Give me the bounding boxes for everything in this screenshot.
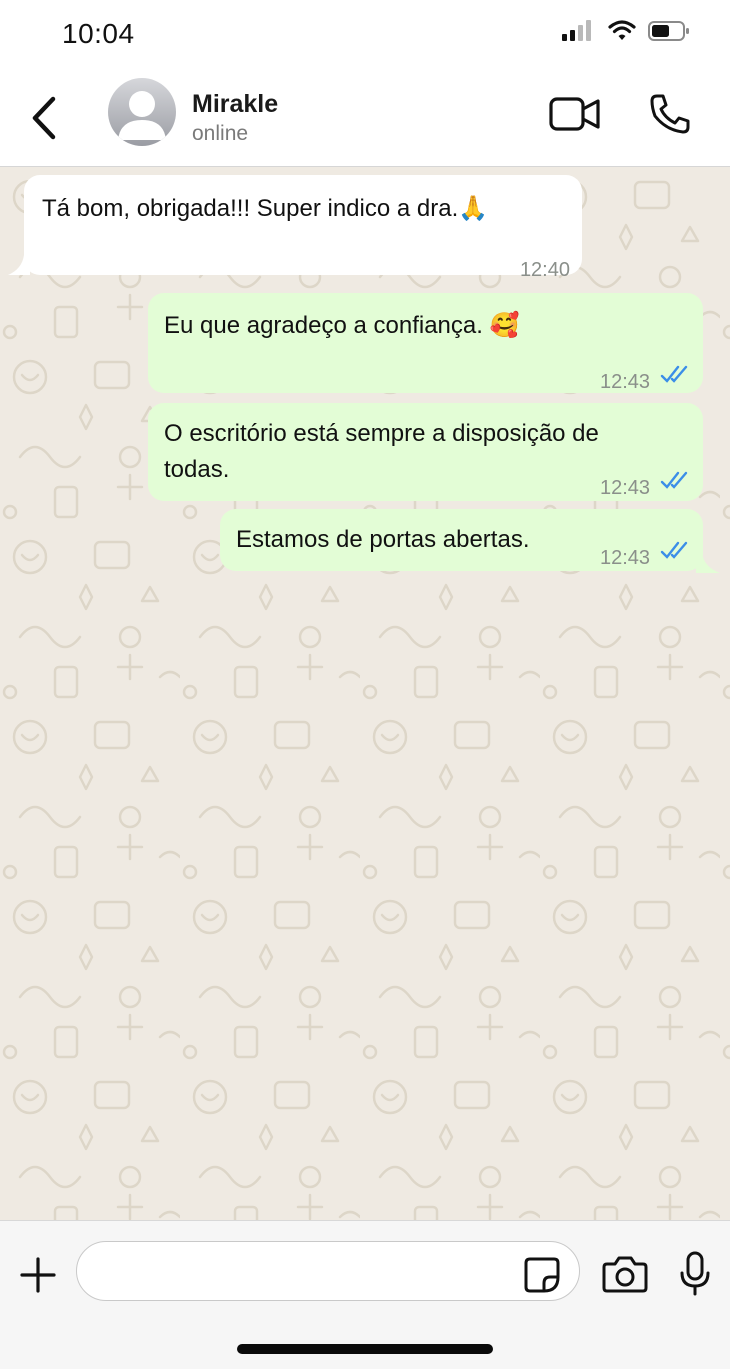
video-call-icon [548,94,602,134]
camera-button[interactable] [602,1255,648,1298]
avatar-placeholder-icon [108,78,176,146]
message-text: Eu que agradeço a confiança. 🥰 [164,312,520,339]
avatar[interactable] [108,78,176,146]
voice-message-button[interactable] [678,1251,712,1302]
chat-header [0,70,730,167]
sticker-icon [522,1255,562,1295]
camera-icon [602,1255,648,1293]
phone-icon [648,92,692,136]
contact-status: online [192,122,249,145]
message-time: 12:43 [600,477,651,499]
wifi-icon [608,20,636,42]
microphone-icon [678,1251,712,1297]
message-text: Estamos de portas abertas. [236,526,530,553]
message-time: 12:40 [519,259,570,281]
home-indicator[interactable] [237,1344,493,1354]
back-chevron-icon [29,95,59,141]
message-time: 12:43 [600,371,651,393]
message-time: 12:43 [600,547,651,569]
message-text-line: O escritório está sempre a disposição de [164,420,599,447]
message-bubble-incoming[interactable] [24,175,582,281]
read-receipt-icon [660,363,690,385]
back-button[interactable] [24,90,64,146]
contact-name[interactable]: Mirakle [192,90,279,118]
message-input[interactable] [76,1241,580,1301]
voice-call-button[interactable] [648,92,692,141]
read-receipt-icon [660,539,690,561]
signal-icon [562,20,596,42]
message-text-line: todas. [164,456,230,483]
status-icons [562,20,690,42]
status-bar [0,0,730,70]
message-bubble-outgoing[interactable] [148,293,703,393]
video-call-button[interactable] [548,94,602,139]
message-text: Tá bom, obrigada!!! Super indico a dra.🙏 [42,195,489,222]
message-bubble-outgoing[interactable] [220,509,703,571]
read-receipt-icon [660,469,690,491]
attach-button[interactable] [18,1255,58,1300]
battery-icon [648,20,690,42]
chat-area[interactable] [0,167,730,1220]
plus-icon [18,1255,58,1295]
outgoing-bubble-tail [696,553,720,573]
message-bubble-outgoing[interactable] [148,403,703,501]
status-time: 10:04 [62,18,135,49]
sticker-button[interactable] [522,1255,562,1300]
